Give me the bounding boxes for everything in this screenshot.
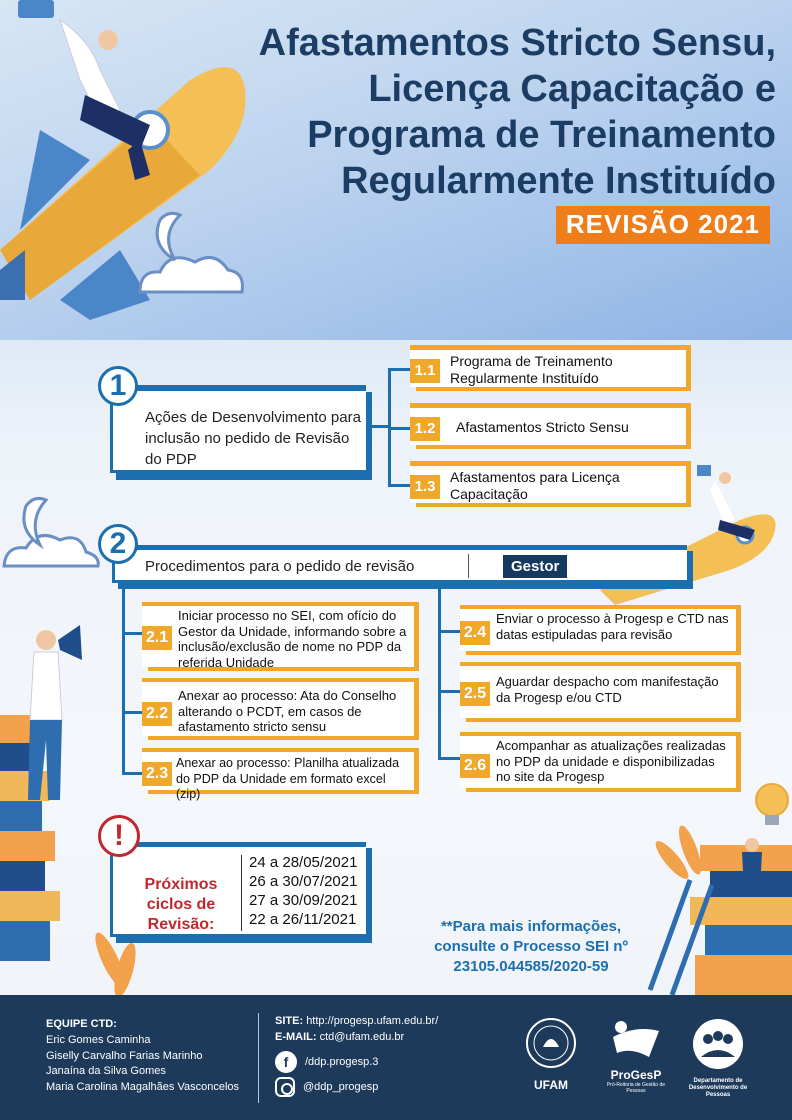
item-number-badge: 1.3 (410, 475, 440, 499)
ddp-logo (686, 1017, 750, 1099)
section2-text: Procedimentos para o pedido de revisão (145, 558, 415, 575)
title-line: Licença Capacitação e (368, 68, 776, 110)
plant-icon (651, 823, 705, 883)
team-list (46, 1033, 239, 1095)
revision-badge: REVISÃO 2021 (556, 206, 770, 244)
section1-item (410, 403, 686, 445)
ufam-seal-icon (525, 1017, 577, 1069)
team-member: Janaína da Silva Gomes (46, 1065, 166, 1077)
step-label: Aguardar despacho com manifestação da Progesp e/ou CTD (496, 674, 719, 705)
connector-line (122, 772, 142, 775)
step-item (460, 732, 736, 788)
section1-text: Ações de Desenvolvimento para inclusão no pedido de Revisão do PDP (145, 409, 361, 468)
cycle-date: 26 a 30/07/2021 (249, 873, 358, 890)
site-link[interactable]: http://progesp.ufam.edu.br/ (306, 1015, 439, 1027)
page-title (216, 20, 776, 204)
instagram-handle: @ddp_progesp (303, 1081, 379, 1093)
ufam-label: UFAM (534, 1078, 568, 1092)
item-number-badge: 1.2 (410, 417, 440, 441)
step-number-badge: 2.4 (460, 621, 490, 645)
step-label: Enviar o processo à Progesp e CTD nas datas estipuladas para revisão (496, 611, 729, 642)
person-megaphone-icon (28, 625, 82, 800)
contact-info (275, 1013, 438, 1045)
divider (468, 554, 469, 578)
connector-line (122, 711, 142, 714)
connector-line (438, 589, 441, 759)
section1-box (110, 385, 366, 473)
progesp-logo (600, 1017, 672, 1094)
item-label: Programa de Treinamento Regularmente Instituído (450, 353, 613, 386)
cycles-label: Próximos ciclos de Revisão: (144, 876, 218, 933)
step-item (142, 602, 414, 670)
section2-box (112, 545, 687, 583)
step-number-badge: 2.6 (460, 754, 490, 778)
team-member: Maria Carolina Magalhães Vasconcelos (46, 1080, 240, 1093)
step-item (460, 605, 736, 651)
instagram-icon (275, 1077, 295, 1097)
facebook-link[interactable] (275, 1051, 378, 1073)
info-note: **Para mais informações, consulte o Processo SEI nº 23105.044585/2020-59 (434, 918, 628, 975)
item-label: Afastamentos Stricto Sensu (456, 419, 629, 435)
facebook-handle: /ddp.progesp.3 (305, 1056, 379, 1068)
ufam-logo (515, 1017, 587, 1092)
step-label: Iniciar processo no SEI, com ofício do Gestor da Unidade, informando sobre a inclusão/exclusão de nome no PDP da referida Unidade (178, 608, 407, 670)
step-number-badge: 2.5 (460, 682, 490, 706)
cycle-date: 24 a 28/05/2021 (249, 854, 358, 871)
step-number-badge: 2.3 (142, 762, 172, 786)
connector-line (438, 757, 460, 760)
section1-number: 1 (98, 366, 138, 406)
connector-line (438, 630, 460, 633)
connector-line (122, 589, 125, 774)
instagram-link[interactable] (275, 1077, 378, 1097)
cycle-date: 27 a 30/09/2021 (249, 892, 358, 909)
moon-icon (157, 213, 180, 260)
connector-line (388, 484, 410, 487)
team-member: Eric Gomes Caminha (46, 1034, 151, 1046)
step-item (142, 748, 414, 801)
step-label: Anexar ao processo: Ata do Conselho alterando o PCDT, em casos de afastamento stricto sensu (178, 688, 397, 734)
divider (241, 855, 242, 931)
cycle-date: 22 a 26/11/2021 (249, 911, 357, 928)
step-label: Anexar ao processo: Planilha atualizada do PDP da Unidade em formato excel (zip) (176, 756, 400, 801)
item-label: Afastamentos para Licença Capacitação (450, 469, 620, 502)
connector-line (388, 368, 410, 371)
cycles-dates (249, 853, 357, 929)
section1-item (410, 345, 686, 387)
step-label: Acompanhar as atualizações realizadas no PDP da unidade e disponibilizadas no site da Progesp (496, 738, 726, 784)
ddp-subtitle: Departamento de Desenvolvimento de Pessoas (688, 1078, 748, 1098)
footer (0, 995, 792, 1120)
section1-item (410, 461, 686, 503)
connector-line (388, 427, 410, 430)
progesp-label: ProGesP (610, 1068, 662, 1082)
lightbulb-icon (756, 784, 788, 825)
title-line: Afastamentos Stricto Sensu, (258, 22, 776, 64)
connector-line (438, 690, 460, 693)
item-number-badge: 1.1 (410, 359, 440, 383)
progesp-subtitle: Pró-Reitoria de Gestão de Pessoas (606, 1082, 666, 1094)
email-label: E-MAIL: (275, 1031, 317, 1043)
cloud-icon (4, 536, 98, 567)
step-number-badge: 2.1 (142, 626, 172, 650)
role-badge: Gestor (503, 555, 567, 578)
step-item (142, 678, 414, 736)
step-item (460, 662, 736, 718)
email-link[interactable]: ctd@ufam.edu.br (319, 1031, 405, 1043)
facebook-icon: f (275, 1051, 297, 1073)
cloud-icon (140, 258, 242, 293)
team-title: EQUIPE CTD: (46, 1018, 117, 1030)
team-member: Giselly Carvalho Farias Marinho (46, 1049, 203, 1062)
step-number-badge: 2.2 (142, 702, 172, 726)
alert-icon: ! (98, 815, 140, 857)
connector-line (122, 632, 142, 635)
title-line: Programa de Treinamento (307, 114, 776, 156)
progesp-logo-icon (609, 1017, 663, 1063)
section3-box (110, 842, 366, 937)
site-label: SITE: (275, 1015, 304, 1027)
ddp-logo-icon (691, 1017, 745, 1071)
title-line: Regularmente Instituído (341, 160, 776, 202)
divider (258, 1013, 259, 1103)
section2-number: 2 (98, 524, 138, 564)
